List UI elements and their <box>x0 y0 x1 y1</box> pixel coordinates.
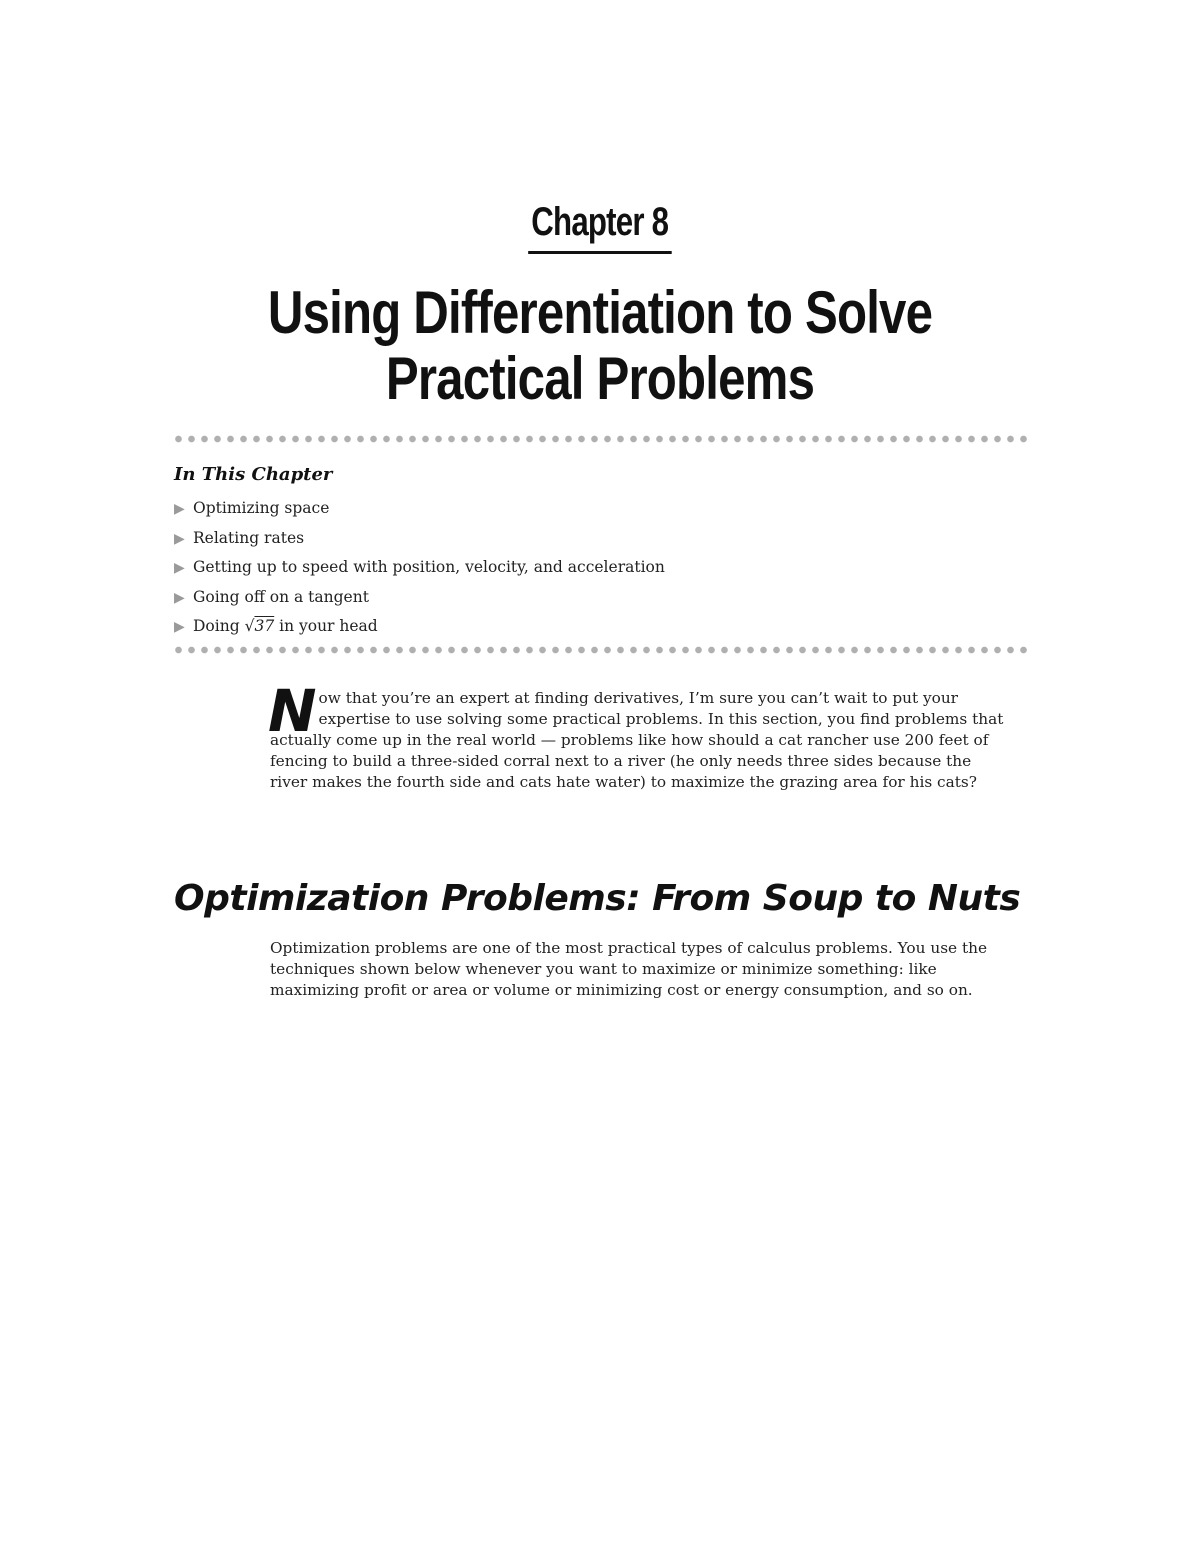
chapter-number: Chapter 8 <box>528 200 671 254</box>
triangle-right-icon: ▶ <box>174 501 185 517</box>
intro-paragraph <box>268 677 1010 793</box>
list-item <box>174 494 665 524</box>
list-item-text: Going off on a tangent <box>193 587 369 606</box>
triangle-right-icon: ▶ <box>174 530 185 547</box>
list-item-text: Optimizing space <box>193 499 330 517</box>
in-this-chapter-heading: In This Chapter <box>174 464 333 485</box>
drop-cap: N <box>268 677 317 745</box>
triangle-right-icon: ▶ <box>174 560 185 576</box>
chapter-topics-list <box>174 494 665 642</box>
section-heading: Optimization Problems: From Soup to Nuts <box>174 878 1021 919</box>
list-item-text: Getting up to speed with position, velocity, and acceleration <box>193 558 665 576</box>
list-item <box>174 583 665 613</box>
chapter-title <box>0 280 1200 412</box>
dotted-divider-top <box>172 435 1030 443</box>
list-item <box>174 524 665 554</box>
section-body: Optimization problems are one of the most practical types of calculus problems. You use the techniques shown below whenever you want to maximize or minimize something: like maximizing profit or area or volume or minimizing cost or energy consumption, and so on. <box>270 939 988 999</box>
chapter-title-line-2: Practical Problems <box>385 345 815 412</box>
chapter-label <box>0 200 1200 254</box>
intro-text: ow that you’re an expert at finding derivatives, I’m sure you can’t wait to put your expertise to use solving some practical problems. In this section, you find problems that actually come up in the real world — problems like how should a cat rancher use 200 feet of fencing to build a three-sided corral next to a river (he only needs three sides because the river makes the fourth side and cats hate water) to maximize the grazing area for his cats? <box>270 689 1004 791</box>
list-item-text-before: Doing <box>193 617 245 635</box>
square-root <box>245 617 275 635</box>
list-item-text-after: in your head <box>274 617 378 635</box>
chapter-title-line-1: Using Differentiation to Solve <box>267 279 933 346</box>
dotted-divider-bottom <box>172 646 1030 654</box>
triangle-right-icon: ▶ <box>174 589 185 606</box>
radicand: 37 <box>254 617 275 635</box>
radical-sign: √ <box>244 617 255 635</box>
list-item <box>174 553 665 583</box>
list-item-text: Relating rates <box>193 528 305 547</box>
list-item <box>174 612 665 642</box>
triangle-right-icon: ▶ <box>174 619 185 635</box>
